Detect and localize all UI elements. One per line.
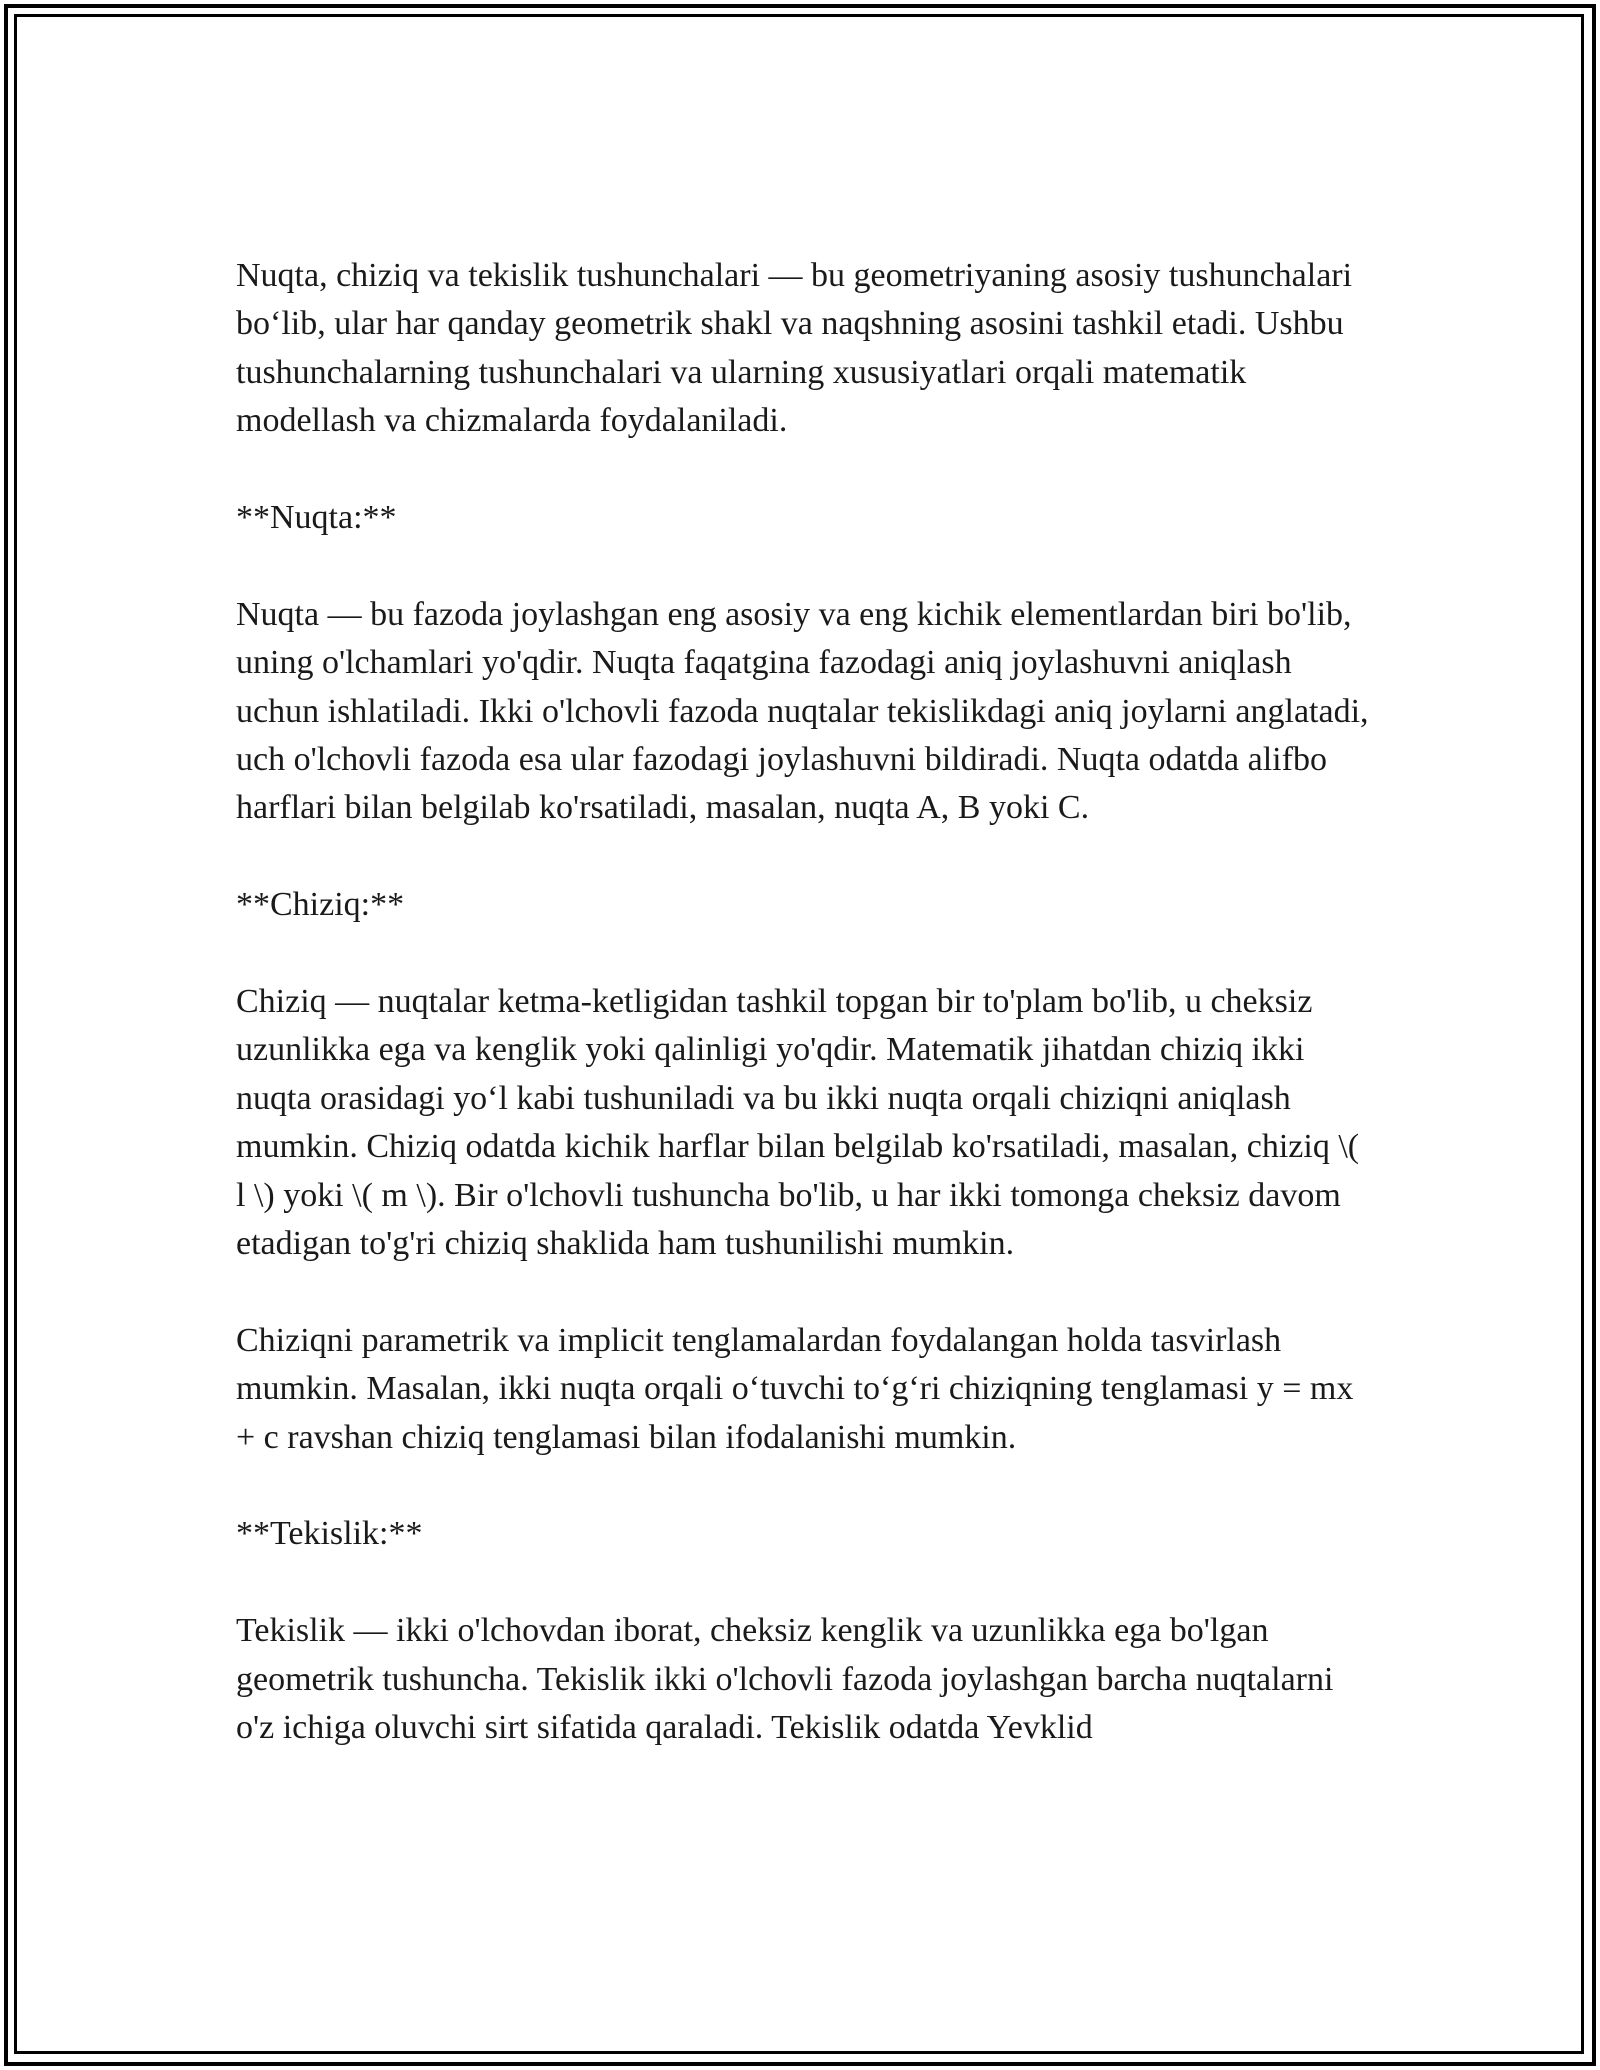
heading-chiziq: **Chiziq:** <box>236 886 405 924</box>
tekislik-paragraph: Tekislik — ikki o'lchovdan iborat, cheksiz kenglik va uzunlikka ega bo'lgan geometrik tushuncha. Tekislik ikki o'lchovli fazoda joylashgan barcha nuqtalarni o'z ichiga oluvchi sirt sifatida qaraladi. Tekislik odatda Yevklid <box>236 1612 1334 1747</box>
heading-tekislik: **Tekislik:** <box>236 1515 423 1553</box>
chiziq-paragraph: Chiziq — nuqtalar ketma-ketligidan tashkil topgan bir to'plam bo'lib, u cheksiz uzunlikka ega va kenglik yoki qalinligi yo'qdir. Matematik jihatdan chiziq ikki nuqta orasidagi yo‘l kabi tushuniladi va bu ikki nuqta orqali chiziqni aniqlash mumkin. Chiziq odatda kichik harflar bilan belgilab ko'rsatiladi, masalan, chiziq \( l \) yoki \( m \). Bir o'lchovli tushuncha bo'lib, u har ikki tomonga cheksiz davom etadigan to'g'ri chiziq shaklida ham tushunilishi mumkin. <box>236 983 1360 1263</box>
nuqta-paragraph: Nuqta — bu fazoda joylashgan eng asosiy va eng kichik elementlardan biri bo'lib, uning o'lchamlari yo'qdir. Nuqta faqatgina fazodagi aniq joylashuvni aniqlash uchun ishlatiladi. Ikki o'lchovli fazoda nuqtalar tekislikdagi aniq joylarni anglatadi, uch o'lchovli fazoda esa ular fazodagi joylashuvni bildiradi. Nuqta odatda alifbo harflari bilan belgilab ko'rsatiladi, masalan, nuqta A, B yoki C. <box>236 595 1369 827</box>
document-body <box>236 252 1376 1801</box>
intro-paragraph: Nuqta, chiziq va tekislik tushunchalari — bu geometriyaning asosiy tushunchalari bo‘lib, ular har qanday geometrik shakl va naqshning asosini tashkil etadi. Ushbu tushunchalarning tushunchalari va ularning xususiyatlari orqali matematik modellash va chizmalarda foydalaniladi. <box>236 257 1353 440</box>
heading-nuqta: **Nuqta:** <box>236 499 397 537</box>
chiziq-equation-paragraph: Chiziqni parametrik va implicit tenglamalardan foydalangan holda tasvirlash mumkin. Masalan, ikki nuqta orqali o‘tuvchi to‘g‘ri chiziqning tenglamasi y = mx + c ravshan chiziq tenglamasi bilan ifodalanishi mumkin. <box>236 1321 1354 1456</box>
